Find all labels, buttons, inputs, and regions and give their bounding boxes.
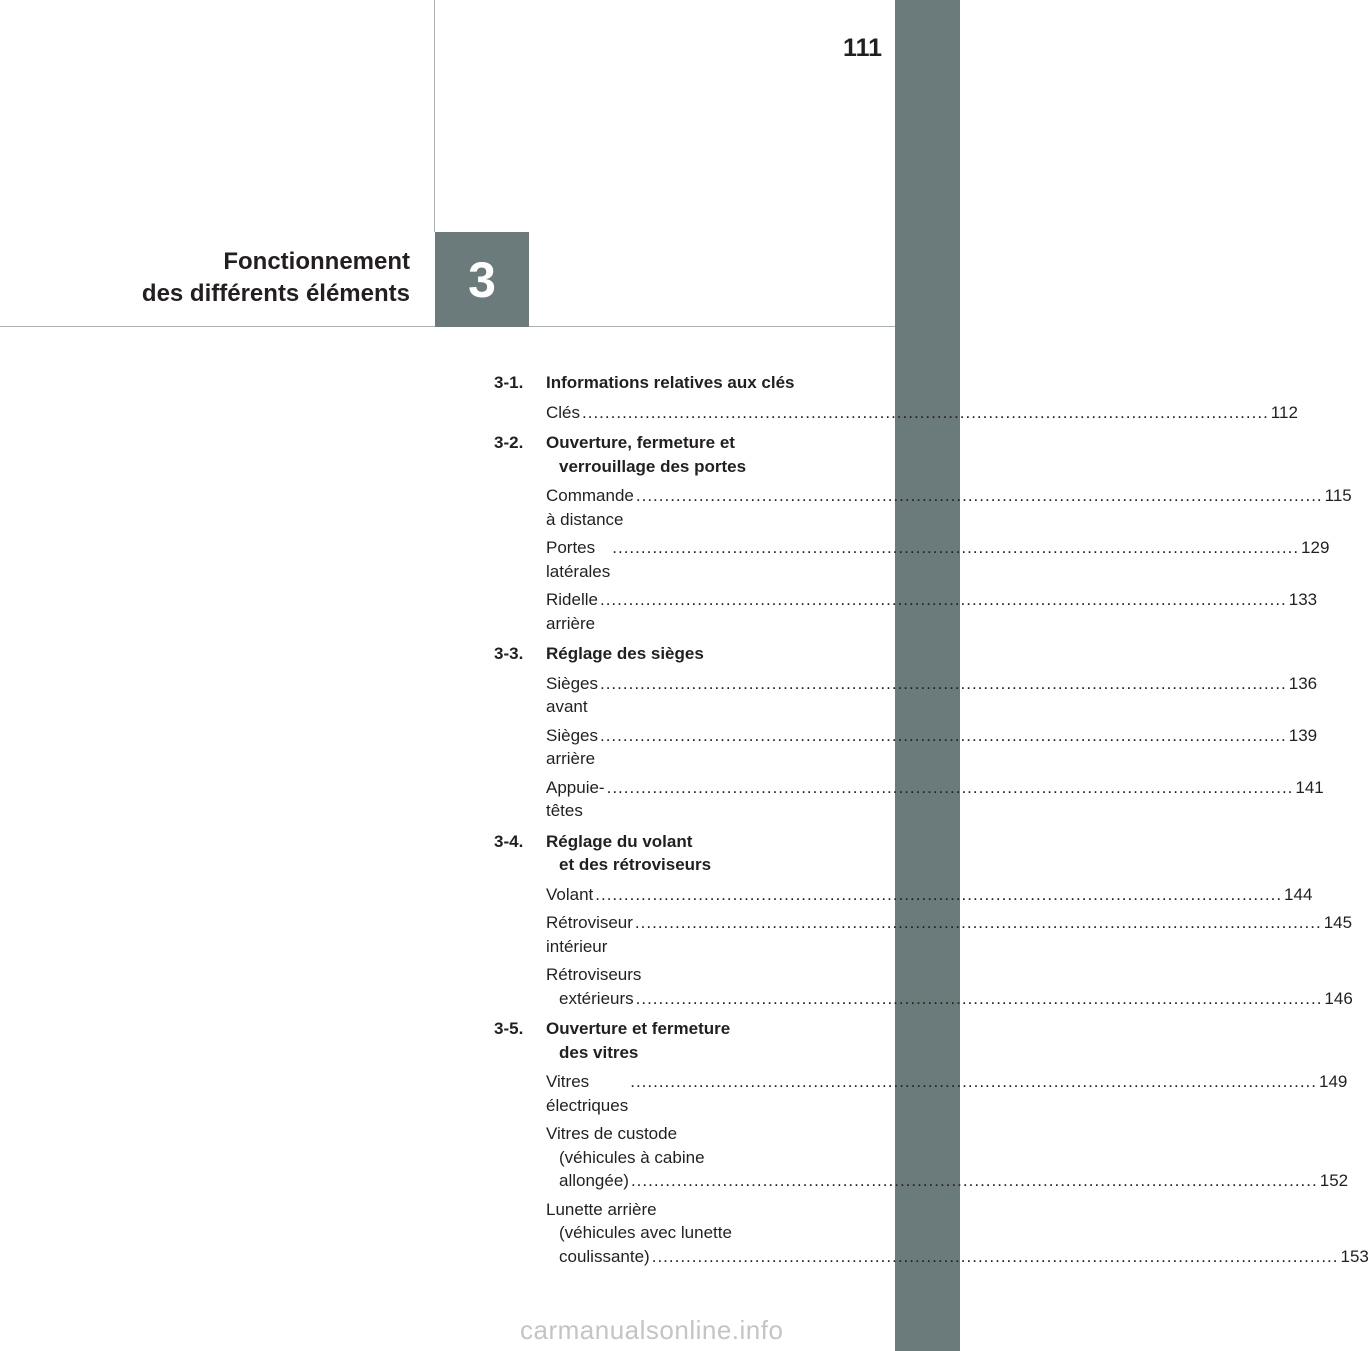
toc-entry-label	[546, 484, 1352, 531]
dot-leader: ........................................................................................................................	[635, 988, 1323, 1008]
toc-entry[interactable]	[494, 484, 1352, 531]
chapter-number: 3	[468, 251, 496, 308]
dot-leader: ........................................................................................................................	[634, 913, 1322, 932]
toc-entry-page[interactable]: 115	[1324, 486, 1352, 505]
toc-entry-text: Sièges arrière	[546, 725, 598, 768]
section-title-line: verrouillage des portes	[559, 456, 747, 476]
toc-entry-page[interactable]: 133	[1288, 590, 1318, 609]
toc-entry-text: Commande à distance	[546, 486, 634, 529]
toc-entry-label	[546, 776, 1324, 823]
chapter-title-line-1: Fonctionnement	[223, 248, 410, 275]
watermark: carmanualsonline.info	[520, 1315, 784, 1345]
dot-leader: ........................................................................................................................	[630, 1072, 1317, 1091]
toc-entry[interactable]	[494, 672, 1318, 719]
section-title	[546, 431, 836, 478]
chapter-title	[60, 246, 410, 310]
toc-entry-text: Vitres de custode	[546, 1124, 678, 1143]
toc-entry-text: Vitres électriques	[546, 1072, 629, 1115]
toc-entry-label	[546, 588, 1318, 635]
toc-entry-page[interactable]: 152	[1319, 1171, 1349, 1190]
toc-entry[interactable]	[494, 588, 1318, 635]
toc-entry[interactable]	[494, 963, 1353, 1010]
toc-entry-page[interactable]: 146	[1324, 988, 1353, 1008]
toc-entry-text: Appuie-têtes	[546, 777, 605, 820]
toc-entry-label	[546, 963, 1353, 1010]
toc-section-heading	[494, 1017, 836, 1064]
toc-entry-text: (véhicules avec lunette	[559, 1223, 732, 1242]
toc-entry-text: extérieurs	[559, 988, 634, 1008]
toc-entry-text: Clés	[546, 402, 581, 422]
toc-entry-label	[546, 1122, 1349, 1193]
toc-entry-page[interactable]: 145	[1323, 913, 1353, 932]
toc-entry-label	[546, 724, 1318, 771]
toc-entry-leader-row	[546, 776, 1324, 823]
vertical-divider	[434, 0, 435, 232]
toc-entry-page[interactable]: 129	[1301, 538, 1330, 557]
toc-entry-text: allongée)	[559, 1171, 629, 1190]
page-number: 111	[843, 34, 882, 62]
toc-entry[interactable]	[494, 1198, 1369, 1269]
section-number: 3-1.	[494, 373, 524, 392]
toc-entry-text: Ridelle arrière	[546, 590, 598, 633]
toc-entry[interactable]	[494, 401, 1298, 425]
toc-entry-leader-row	[546, 724, 1318, 771]
toc-section-heading	[494, 371, 836, 395]
toc-entry[interactable]	[494, 911, 1353, 958]
toc-entry-text: coulissante)	[559, 1246, 650, 1266]
toc-entry[interactable]	[494, 776, 1324, 823]
section-title	[546, 830, 836, 877]
toc-section-heading	[494, 642, 836, 666]
toc-entry-leader-row	[546, 1070, 1348, 1117]
toc-entry-page[interactable]: 112	[1270, 402, 1298, 422]
toc-entry[interactable]	[494, 883, 1313, 907]
toc-entry-text: Lunette arrière	[546, 1199, 657, 1219]
toc-entry-text: Rétroviseur intérieur	[546, 913, 633, 956]
section-title-line: Informations relatives aux clés	[546, 373, 795, 392]
toc-entry-page[interactable]: 144	[1284, 884, 1313, 904]
toc-entry-leader-row	[546, 401, 1298, 425]
chapter-title-line-2: des différents éléments	[141, 280, 410, 307]
toc-entry-page[interactable]: 153	[1340, 1246, 1369, 1266]
toc-entry-leader-row	[546, 1245, 1369, 1269]
section-number: 3-5.	[494, 1019, 524, 1038]
toc-entry-leader-row	[546, 484, 1352, 531]
toc-entry-leader-row	[546, 911, 1353, 958]
toc-entry-leader-row	[546, 883, 1313, 907]
toc-entry-text: Volant	[546, 884, 594, 904]
toc-entry-leader-row	[546, 987, 1353, 1011]
toc-entry-page[interactable]: 141	[1295, 777, 1324, 797]
toc-entry-label	[546, 1070, 1348, 1117]
toc-section-heading	[494, 431, 836, 478]
section-title-line: Ouverture, fermeture et	[546, 433, 735, 452]
section-number: 3-3.	[494, 644, 524, 663]
section-title	[546, 642, 836, 666]
toc-entry-label	[546, 911, 1353, 958]
dot-leader: ........................................................................................................................	[599, 725, 1287, 745]
toc-section-heading	[494, 830, 836, 877]
toc-entry-label	[546, 401, 1298, 425]
toc-entry-leader-row	[546, 672, 1318, 719]
toc-entry-label	[546, 536, 1330, 583]
toc-entry-text: (véhicules à cabine	[559, 1147, 705, 1167]
toc-entry-leader-row	[546, 536, 1330, 583]
toc-entry-label	[546, 883, 1313, 907]
toc-entry-page[interactable]: 136	[1288, 673, 1318, 693]
dot-leader: ........................................................................................................................	[582, 402, 1269, 422]
toc-entry[interactable]	[494, 1122, 1349, 1193]
dot-leader: ........................................................................................................................	[651, 1246, 1339, 1266]
section-title-line: Réglage des sièges	[546, 644, 704, 663]
section-title-line: des vitres	[559, 1042, 639, 1062]
toc-entry-leader-row	[546, 588, 1318, 635]
toc-entry[interactable]	[494, 724, 1318, 771]
table-of-contents	[494, 371, 1369, 1268]
toc-entry-page[interactable]: 139	[1288, 725, 1318, 745]
dot-leader: ........................................................................................................................	[630, 1171, 1318, 1190]
dot-leader: ........................................................................................................................	[635, 486, 1323, 505]
dot-leader: ........................................................................................................................	[606, 777, 1294, 797]
toc-entry-label	[546, 672, 1318, 719]
section-title-line: Réglage du volant	[546, 831, 693, 851]
dot-leader: ........................................................................................................................	[595, 884, 1283, 904]
toc-entry-text: Sièges avant	[546, 673, 598, 716]
chapter-number-box	[435, 232, 529, 327]
toc-entry-text: Portes latérales	[546, 538, 611, 581]
dot-leader: ........................................................................................................................	[599, 673, 1287, 693]
section-title-line: Ouverture et fermeture	[546, 1019, 731, 1038]
toc-entry-leader-row	[546, 1169, 1349, 1193]
section-number: 3-4.	[494, 831, 524, 851]
section-number: 3-2.	[494, 433, 524, 452]
section-title	[546, 371, 836, 395]
section-title	[546, 1017, 836, 1064]
toc-entry-text: Rétroviseurs	[546, 965, 642, 984]
toc-entry[interactable]	[494, 536, 1330, 583]
toc-entry-page[interactable]: 149	[1319, 1072, 1348, 1091]
section-title-line: et des rétroviseurs	[559, 855, 712, 874]
dot-leader: ........................................................................................................................	[599, 590, 1287, 609]
toc-entry[interactable]	[494, 1070, 1348, 1117]
dot-leader: ........................................................................................................................	[612, 538, 1300, 557]
toc-entry-label	[546, 1198, 1369, 1269]
